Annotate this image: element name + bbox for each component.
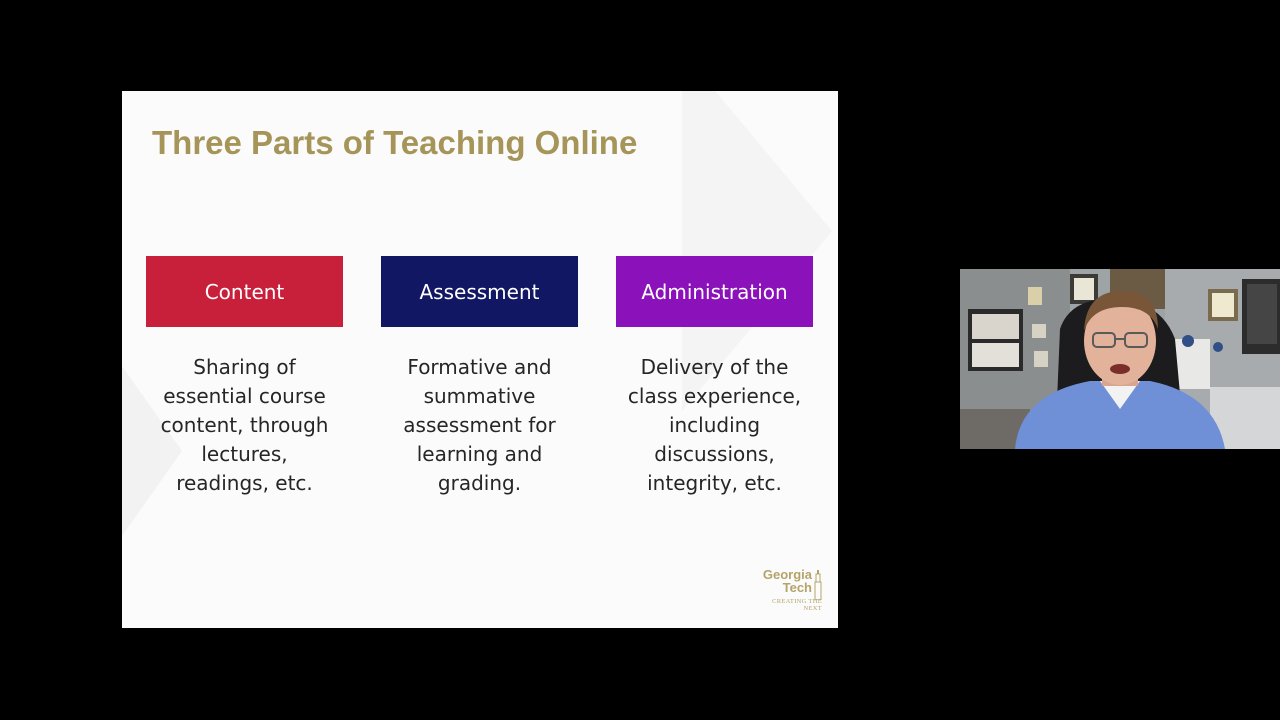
tech-tower-icon <box>814 570 822 600</box>
georgia-tech-logo <box>752 568 822 612</box>
slide-title: Three Parts of Teaching Online <box>152 124 638 161</box>
assessment-heading: Assessment <box>419 279 540 304</box>
content-heading-box <box>146 256 343 327</box>
presenter-webcam <box>960 269 1280 449</box>
logo-line-georgia: Georgia <box>762 567 812 582</box>
content-heading: Content <box>204 279 285 304</box>
logo-tagline: CREATING THE NEXT <box>772 598 822 612</box>
assessment-heading-box <box>381 256 578 327</box>
administration-heading-box <box>616 256 813 327</box>
administration-description: Delivery of the class experience, including discussions, integrity, etc. <box>627 355 802 495</box>
content-description: Sharing of essential course content, through lectures, readings, etc. <box>160 355 329 495</box>
assessment-description: Formative and summative assessment for learning and grading. <box>403 355 556 495</box>
logo-line-tech: Tech <box>782 580 812 595</box>
presentation-slide <box>122 91 838 628</box>
administration-heading: Administration <box>641 279 788 304</box>
presenter-video-image <box>960 269 1280 449</box>
